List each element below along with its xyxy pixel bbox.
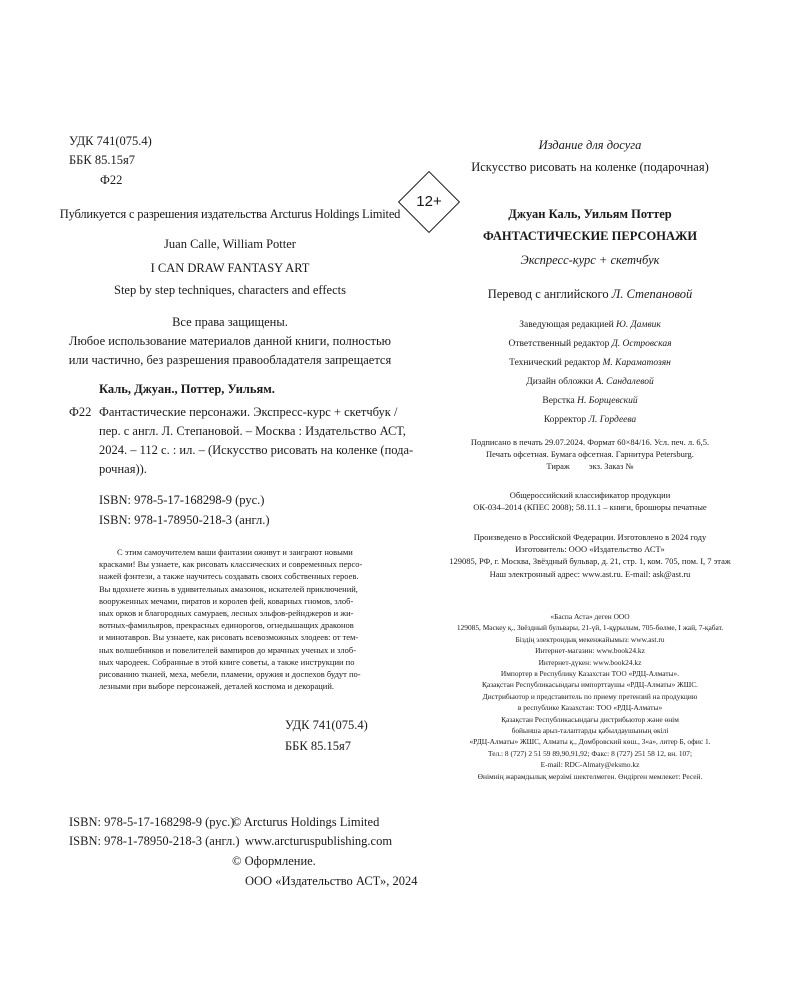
catalog-line: пер. с англ. Л. Степановой. – Москва : Издательство АСТ, [99,424,406,438]
catalog-mark: Ф22 [69,405,92,419]
age-rating: 12+ [416,193,442,210]
credit-line [450,392,730,411]
kz-line: «РДЦ-Алматы» ЖШС, Алматы қ., Домбровский көш., 3«а», литер Б, офис 1. [469,737,711,747]
print-line: Подписано в печать 29.07.2024. Формат 60×84/16. Усл. печ. л. 6,5. [470,437,710,447]
annotation-line: ных орков и благородных самураев, лесных эльфов-рейнджеров и жи- [99,608,354,619]
manufacturer-line: Произведено в Российской Федерации. Изготовлено в 2024 году [473,532,707,542]
book-authors: Джуан Каль, Уильям Поттер [508,207,672,221]
kz-line: 129085, Мәскеу қ., Звёздный бульвары, 21-үй, 1-құрылым, 705-бөлме, I жай, 7-қабат. [456,623,724,633]
print-info [440,436,740,473]
translator-name: Л. Степановой [611,287,693,301]
original-authors: Juan Calle, William Potter [164,237,296,251]
copyright-arcturus: © Arcturus Holdings Limited [232,815,380,829]
kazakhstan-info [440,611,740,782]
rights-line: или частично, без разрешения правообладателя запрещается [68,353,392,367]
bbk-code-footer: ББК 85.15я7 [285,739,351,753]
credit-role: Ответственный редактор [508,339,610,349]
kz-line: Қазақстан Республикасындағы импорттаушы «РДЦ-Алматы» ЖШС. [481,680,698,690]
kz-line: Импортер в Республику Казахстан ТОО «РДЦ-Алматы». [500,669,680,679]
kz-line: Тел.: 8 (727) 2 51 59 89,90,91,92; Факс: 8 (727) 251 58 12, вн. 107; [487,748,693,758]
credit-name: Н. Борщевский [577,396,638,406]
rights-notice [20,313,440,370]
credit-line [450,316,730,335]
credit-line [450,373,730,392]
annotation-line: нажей фэнтези, а также научитесь создавать своих собственных героев. [99,571,359,582]
annotation-line: вотных-фамильяров, прекрасных единорогов, огнедышащих драконов [99,620,354,631]
annotation-line: лезными при выборе персонажей, деталей костюма и декораций. [99,681,335,692]
annotation-line: вооруженных мечами, пиратов и королев фей, коварных гномов, злоб- [99,595,354,606]
bbk-code: ББК 85.15я7 [69,153,135,167]
credit-role: Дизайн обложки [526,377,594,387]
credit-line [450,354,730,373]
annotation-line: Вы вдохнете жизнь в удивительных амазонок, искателей приключений, [99,583,358,594]
credit-name: Ю. Дамвик [616,320,661,330]
kz-line: Интернет-дүкен: www.book24.kz [538,657,642,667]
manufacturer-info [440,531,740,580]
credit-name: А. Сандалевой [595,377,654,387]
classifier-line: ОК-034–2014 (КПЕС 2008); 58.11.1 – книги, брошюры печатные [473,502,707,513]
footer-isbn-ru: ISBN: 978-5-17-168298-9 (рус.) [69,815,235,829]
credit-name: М. Караматозян [602,358,671,368]
copyright-design-org: ООО «Издательство АСТ», 2024 [245,874,418,888]
series-name: Искусство рисовать на коленке (подарочная) [471,160,709,174]
book-title: ФАНТАСТИЧЕСКИЕ ПЕРСОНАЖИ [482,229,698,243]
print-line: Тираж экз. Заказ № [546,461,634,472]
kz-line: бойынша арыз-талаптарды қабылдаушының өкілі [511,726,669,736]
credit-name: Л. Гордеева [588,415,637,425]
kz-line: «Баспа Аста» деген ООО [550,612,630,621]
annotation-line: ных волшебников и повелителей вампиров до мрачных ученых и злоб- [99,644,357,655]
manufacturer-line: Изготовитель: ООО «Издательство АСТ» [515,544,665,555]
annotation-line: рисованию тканей, меха, мебели, пламени, оружия и доспехов будут по- [99,669,361,680]
kz-line: Дистрибьютор и представитель по приему претензий на продукцию [482,691,698,701]
staff-credits [450,316,730,430]
annotation-line: С этим самоучителем ваши фантазии оживут и заиграют новыми [117,547,353,557]
kz-line: Интернет-магазин: www.book24.kz [535,646,645,656]
manufacturer-line: 129085, РФ, г. Москва, Звёздный бульвар, д. 21, стр. 1, ком. 705, пом. I, 7 этаж [449,556,731,567]
isbn-ru: ISBN: 978-5-17-168298-9 (рус.) [99,493,265,507]
credit-line [450,411,730,430]
kz-line: Қазақстан Республикасындағы дистрибьютор және өнім [501,714,679,724]
rights-line: Все права защищены. [172,315,288,329]
catalog-line: 2024. – 112 с. : ил. – (Искусство рисовать на коленке (пода- [99,443,414,457]
isbn-en: ISBN: 978-1-78950-218-3 (англ.) [99,513,270,527]
kz-line: E-mail: RDC-Almaty@eksmo.kz [540,760,640,770]
arcturus-website: www.arcturuspublishing.com [245,834,393,848]
translation-credit [440,285,740,304]
footer-isbn-en: ISBN: 978-1-78950-218-3 (англ.) [69,834,240,848]
product-classifier [440,489,740,513]
credit-role: Корректор [543,415,587,425]
edition-type: Издание для досуга [538,138,642,152]
credit-role: Заведующая редакцией [519,320,614,330]
original-title: I CAN DRAW FANTASY ART [150,261,310,275]
catalog-line: рочная)). [99,462,147,476]
rights-line: Любое использование материалов данной книги, полностью [68,334,391,348]
catalog-authors: Каль, Джуан., Поттер, Уильям. [99,382,275,396]
annotation-line: и минотавров. Вы узнаете, как рисовать всевозможных злодеев: от тем- [99,632,359,643]
translation-prefix: Перевод с английского [487,287,609,301]
copyright-design: © Оформление. [232,854,316,868]
classifier-line: Общероссийский классификатор продукции [509,490,671,500]
udk-code: УДК 741(075.4) [69,134,152,148]
manufacturer-line: Наш электронный адрес: www.ast.ru. E-mail: ask@ast.ru [489,568,691,579]
kz-line: в республике Казахстан: ТОО «РДЦ-Алматы» [517,703,663,713]
annotation [99,546,379,692]
udk-code-footer: УДК 741(075.4) [285,718,368,732]
print-line: Печать офсетная. Бумага офсетная. Гарнитура Petersburg. [486,449,694,460]
credit-line [450,335,730,354]
annotation-line: красками! Вы узнаете, как рисовать классических и современных персо- [99,559,363,570]
catalog-line: Фантастические персонажи. Экспресс-курс + скетчбук / [99,405,398,419]
credit-role: Технический редактор [509,358,601,368]
credit-role: Верстка [542,396,575,406]
permission-note: Публикуется с разрешения издательства Arcturus Holdings Limited [59,207,401,221]
author-mark: Ф22 [100,173,123,187]
book-subtitle: Экспресс-курс + скетчбук [520,253,660,267]
original-subtitle: Step by step techniques, characters and effects [114,283,346,297]
kz-line: Өнімнің жарамдылық мерзімі шектелмеген. Өндірген мемлекет: Ресей. [477,771,703,781]
annotation-line: ных чародеек. Собранные в этой книге советы, а также инструкции по [99,656,355,667]
credit-name: Д. Островская [611,339,672,349]
kz-line: Біздің электрондық мекенжайымыз: www.ast.ru [515,634,665,644]
catalog-description [99,403,413,479]
